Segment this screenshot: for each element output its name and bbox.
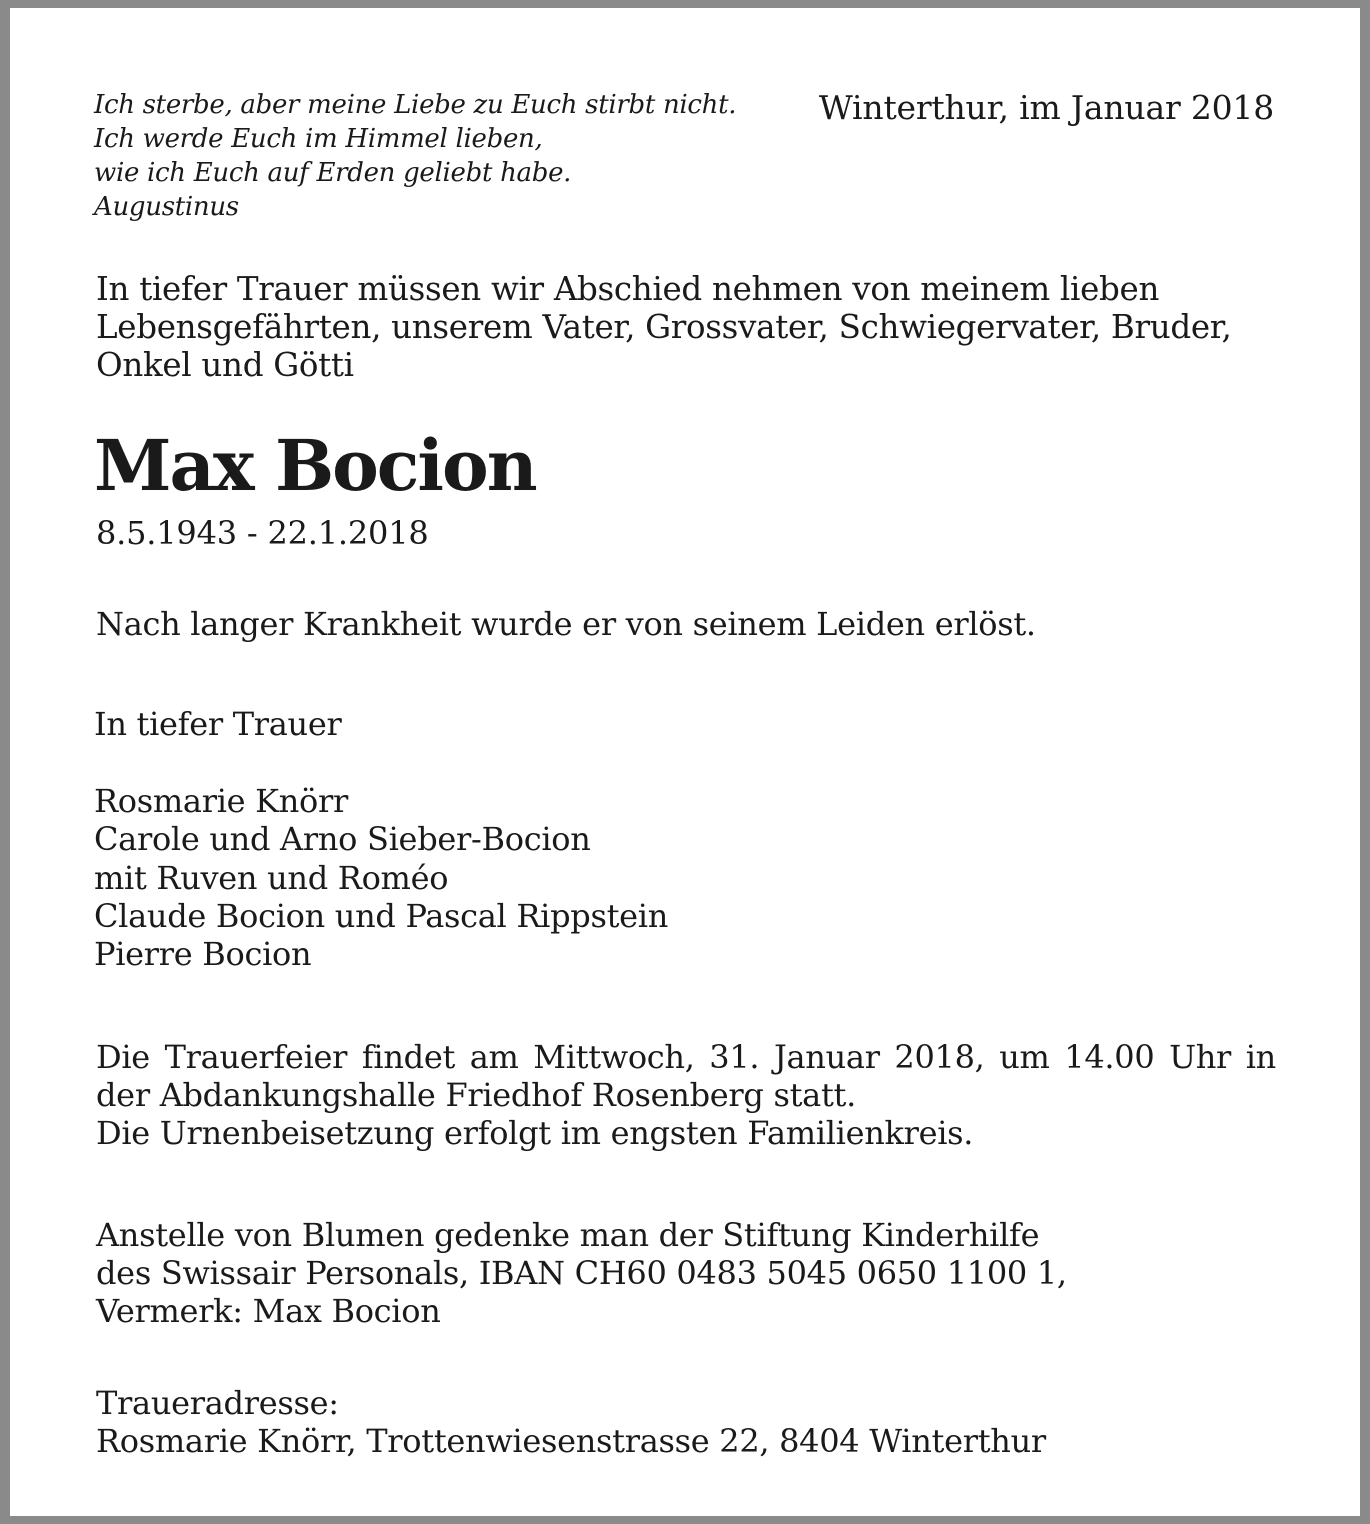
mourning-heading: In tiefer Trauer <box>94 705 342 743</box>
family-member: Carole und Arno Sieber-Bocion <box>94 820 591 859</box>
family-member: Claude Bocion und Pascal Rippstein <box>94 896 669 935</box>
donation-line: des Swissair Personals, IBAN CH60 0483 5045 0650 1100 1, <box>96 1254 1067 1292</box>
quote-line: Ich sterbe, aber meine Liebe zu Euch stirbt nicht. <box>94 90 737 120</box>
intro-line: Onkel und Götti <box>96 346 354 384</box>
epitaph-quote <box>94 88 736 224</box>
family-list <box>94 782 668 973</box>
place-and-date: Winterthur, im Januar 2018 <box>818 88 1274 127</box>
family-member: Rosmarie Knörr <box>94 782 349 820</box>
quote-line: Ich werde Euch im Himmel lieben, <box>94 124 543 154</box>
family-member: mit Ruven und Roméo <box>94 858 449 897</box>
quote-line: wie ich Euch auf Erden geliebt habe. <box>94 158 572 188</box>
quote-author: Augustinus <box>94 192 239 222</box>
donation-paragraph <box>96 1216 1067 1330</box>
life-dates: 8.5.1943 - 22.1.2018 <box>96 514 429 552</box>
donation-line: Vermerk: Max Bocion <box>96 1292 441 1330</box>
obituary-page <box>10 8 1360 1516</box>
family-member: Pierre Bocion <box>94 935 312 974</box>
address-value: Rosmarie Knörr, Trottenwiesenstrasse 22, 8404 Winterthur <box>96 1422 1046 1460</box>
mourning-address <box>96 1384 1046 1460</box>
intro-line: In tiefer Trauer müssen wir Abschied nehmen von meinem lieben <box>96 270 1160 308</box>
address-label: Traueradresse: <box>96 1384 339 1422</box>
funeral-paragraph <box>96 1038 1276 1152</box>
deceased-name: Max Bocion <box>94 424 536 507</box>
release-statement: Nach langer Krankheit wurde er von seinem Leiden erlöst. <box>96 605 1036 643</box>
funeral-line: der Abdankungshalle Friedhof Rosenberg statt. <box>96 1076 856 1114</box>
donation-line: Anstelle von Blumen gedenke man der Stiftung Kinderhilfe <box>96 1216 1040 1254</box>
funeral-line: Die Urnenbeisetzung erfolgt im engsten Familienkreis. <box>96 1114 974 1152</box>
intro-paragraph <box>96 270 1276 384</box>
intro-line: Lebensgefährten, unserem Vater, Grossvater, Schwiegervater, Bruder, <box>96 308 1232 346</box>
funeral-line: Die Trauerfeier findet am Mittwoch, 31. Januar 2018, um 14.00 Uhr in <box>96 1038 1276 1076</box>
